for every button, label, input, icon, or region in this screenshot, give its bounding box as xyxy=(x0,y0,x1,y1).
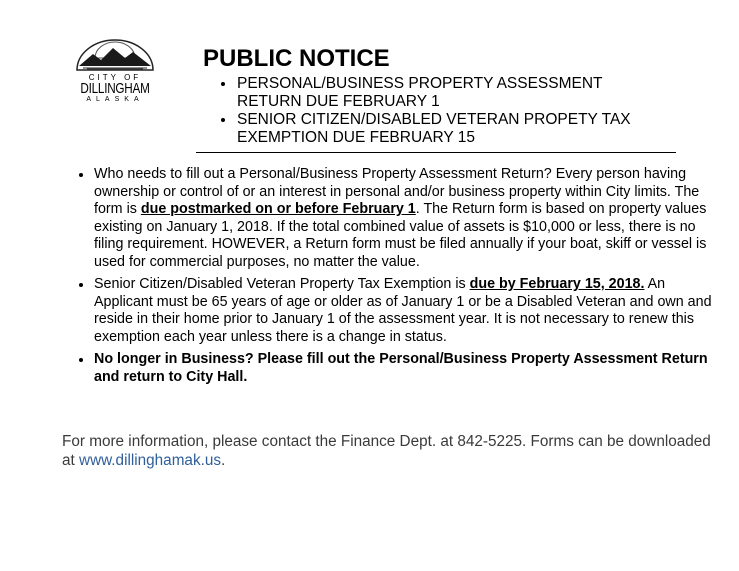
contact-info xyxy=(62,432,722,470)
notice-text-bold: No longer in Business? Please fill out the Personal/Business Property Assessment Return and return to City Hall. xyxy=(94,351,708,385)
notice-text: Who needs to fill out a Personal/Business Property Assessment Return? Every person having ownership or control of or an interest in personal and/or business property within City limits. The form is xyxy=(94,166,700,217)
website-link[interactable]: www.dillinghamak.us xyxy=(79,452,221,469)
mountain-sun-icon xyxy=(73,36,157,72)
deadline-text: due by February 15, 2018. xyxy=(469,276,645,292)
notice-text: Senior Citizen/Disabled Veteran Property Tax Exemption is xyxy=(94,276,470,292)
contact-text: For more information, please contact the Finance Dept. at 842-5225. Forms can be downloaded at xyxy=(62,433,711,469)
notice-text: An Applicant must be 65 years of age or older as of January 1 or be a Disabled Veteran and own and reside in their home prior to January 1 of the assessment year. It is not necessary to renew this exemption each year unless there is a change in status. xyxy=(94,276,712,345)
bullet-icon xyxy=(221,118,225,122)
city-logo xyxy=(70,36,160,106)
header-divider xyxy=(196,152,676,153)
header-item-line1: SENIOR CITIZEN/DISABLED VETERAN PROPETY TAX xyxy=(237,111,631,128)
notice-item-assessment xyxy=(75,166,715,271)
header-item xyxy=(219,111,689,147)
header-item-line2: EXEMPTION DUE FEBRUARY 15 xyxy=(237,129,476,146)
notice-bullets xyxy=(75,166,715,391)
header-item-line2: RETURN DUE FEBRUARY 1 xyxy=(237,93,440,110)
notice-item-business xyxy=(75,351,715,386)
notice-item-exemption xyxy=(75,276,715,346)
deadline-text: due postmarked on or before February 1 xyxy=(140,201,416,217)
logo-state: ALASKA xyxy=(86,96,144,103)
page-title: PUBLIC NOTICE xyxy=(203,45,390,72)
header-list xyxy=(219,75,689,147)
contact-end: . xyxy=(221,452,226,469)
bullet-icon xyxy=(79,283,83,287)
bullet-icon xyxy=(79,173,83,177)
bullet-icon xyxy=(221,82,225,86)
logo-city-of: CITY OF xyxy=(88,73,142,82)
header-item xyxy=(219,75,689,111)
logo-city-name: DILLINGHAM xyxy=(80,80,150,97)
header-item-line1: PERSONAL/BUSINESS PROPERTY ASSESSMENT xyxy=(237,75,603,92)
bullet-icon xyxy=(79,358,83,362)
notice-text: . The Return form is based on property values existing on January 1, 2018. If the total combined value of assets is $10,000 or less, there is no filing requirement. HOWEVER, a Return form must be filed annually if your boat, skiff or vessel is used for commercial purposes, no matter the value. xyxy=(94,201,707,270)
